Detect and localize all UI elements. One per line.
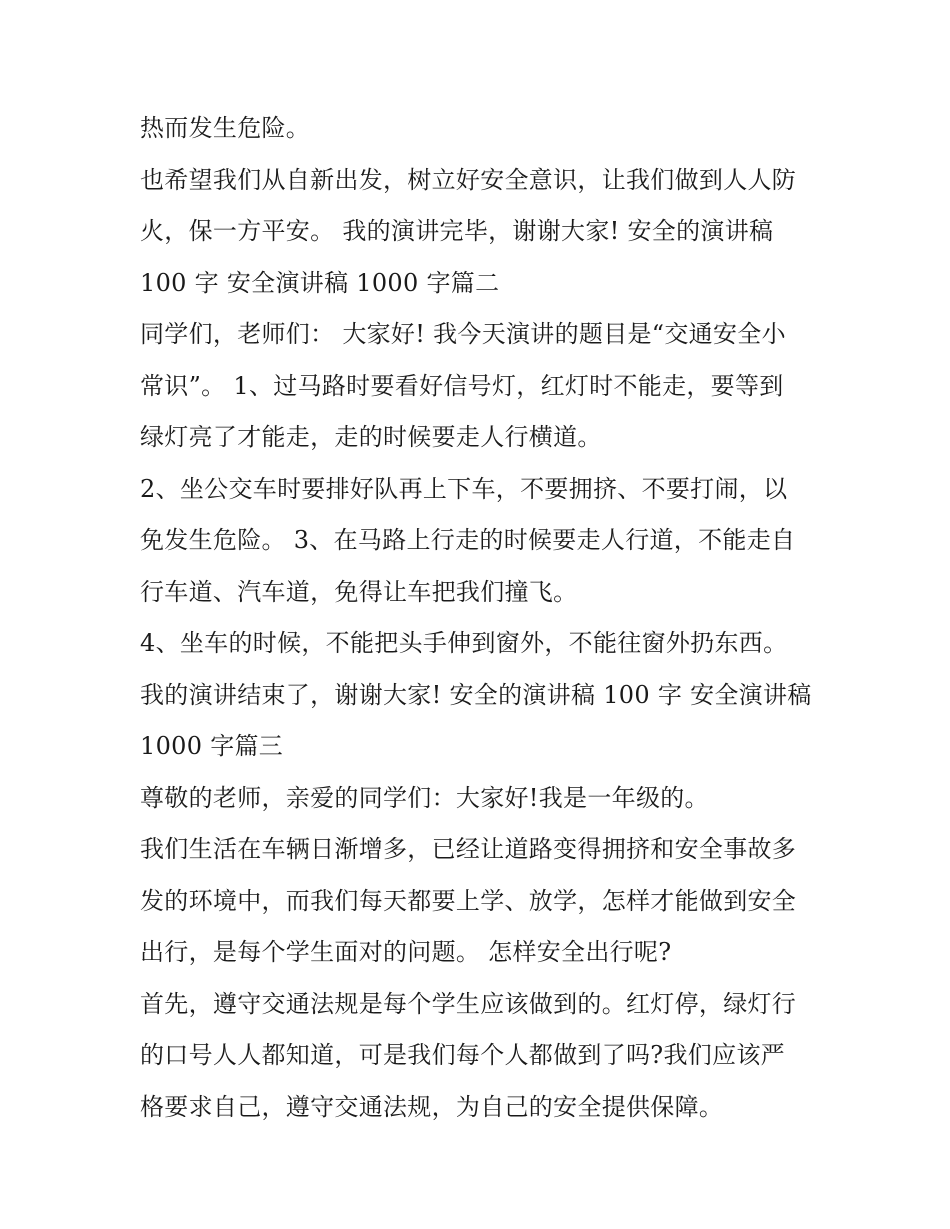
text-line: 我的演讲结束了，谢谢大家! 安全的演讲稿 100 字 安全演讲稿	[140, 680, 812, 709]
text-line: 同学们，老师们： 大家好! 我今天演讲的题目是“交通安全小	[140, 320, 786, 348]
text-line: 出行，是每个学生面对的问题。 怎样安全出行呢?	[140, 938, 672, 966]
text-line: 我们生活在车辆日渐增多，已经让道路变得拥挤和安全事故多	[140, 835, 797, 863]
text-line: 4、坐车的时候，不能把头手伸到窗外，不能往窗外扔东西。	[140, 629, 788, 657]
text-line: 常识”。 1、过马路时要看好信号灯，红灯时不能走，要等到	[140, 371, 784, 400]
text-line: 热而发生危险。	[140, 114, 311, 142]
text-line: 的口号人人都知道，可是我们每个人都做到了吗?我们应该严	[140, 1041, 785, 1069]
text-line: 免发生危险。 3、在马路上行走的时候要走人行道，不能走自	[140, 526, 796, 554]
text-line: 绿灯亮了才能走，走的时候要走人行横道。	[140, 423, 602, 451]
text-line: 首先，遵守交通法规是每个学生应该做到的。红灯停，绿灯行	[140, 989, 797, 1018]
text-line: 发的环境中，而我们每天都要上学、放学，怎样才能做到安全	[140, 886, 797, 915]
text-line: 2、坐公交车时要排好队再上下车，不要拥挤、不要打闹，以	[140, 474, 788, 503]
text-line: 100 字 安全演讲稿 1000 字篇二	[140, 268, 500, 297]
text-line: 格要求自己，遵守交通法规，为自己的安全提供保障。	[140, 1092, 724, 1121]
text-line: 也希望我们从自新出发，树立好安全意识，让我们做到人人防	[140, 165, 797, 194]
text-line: 火，保一方平安。 我的演讲完毕，谢谢大家! 安全的演讲稿	[140, 217, 774, 245]
text-line: 行车道、汽车道，免得让车把我们撞飞。	[140, 577, 578, 606]
speech-text-body	[140, 103, 820, 1133]
text-line: 1000 字篇三	[140, 732, 284, 760]
text-line: 尊敬的老师，亲爱的同学们：大家好!我是一年级的。	[140, 783, 709, 812]
